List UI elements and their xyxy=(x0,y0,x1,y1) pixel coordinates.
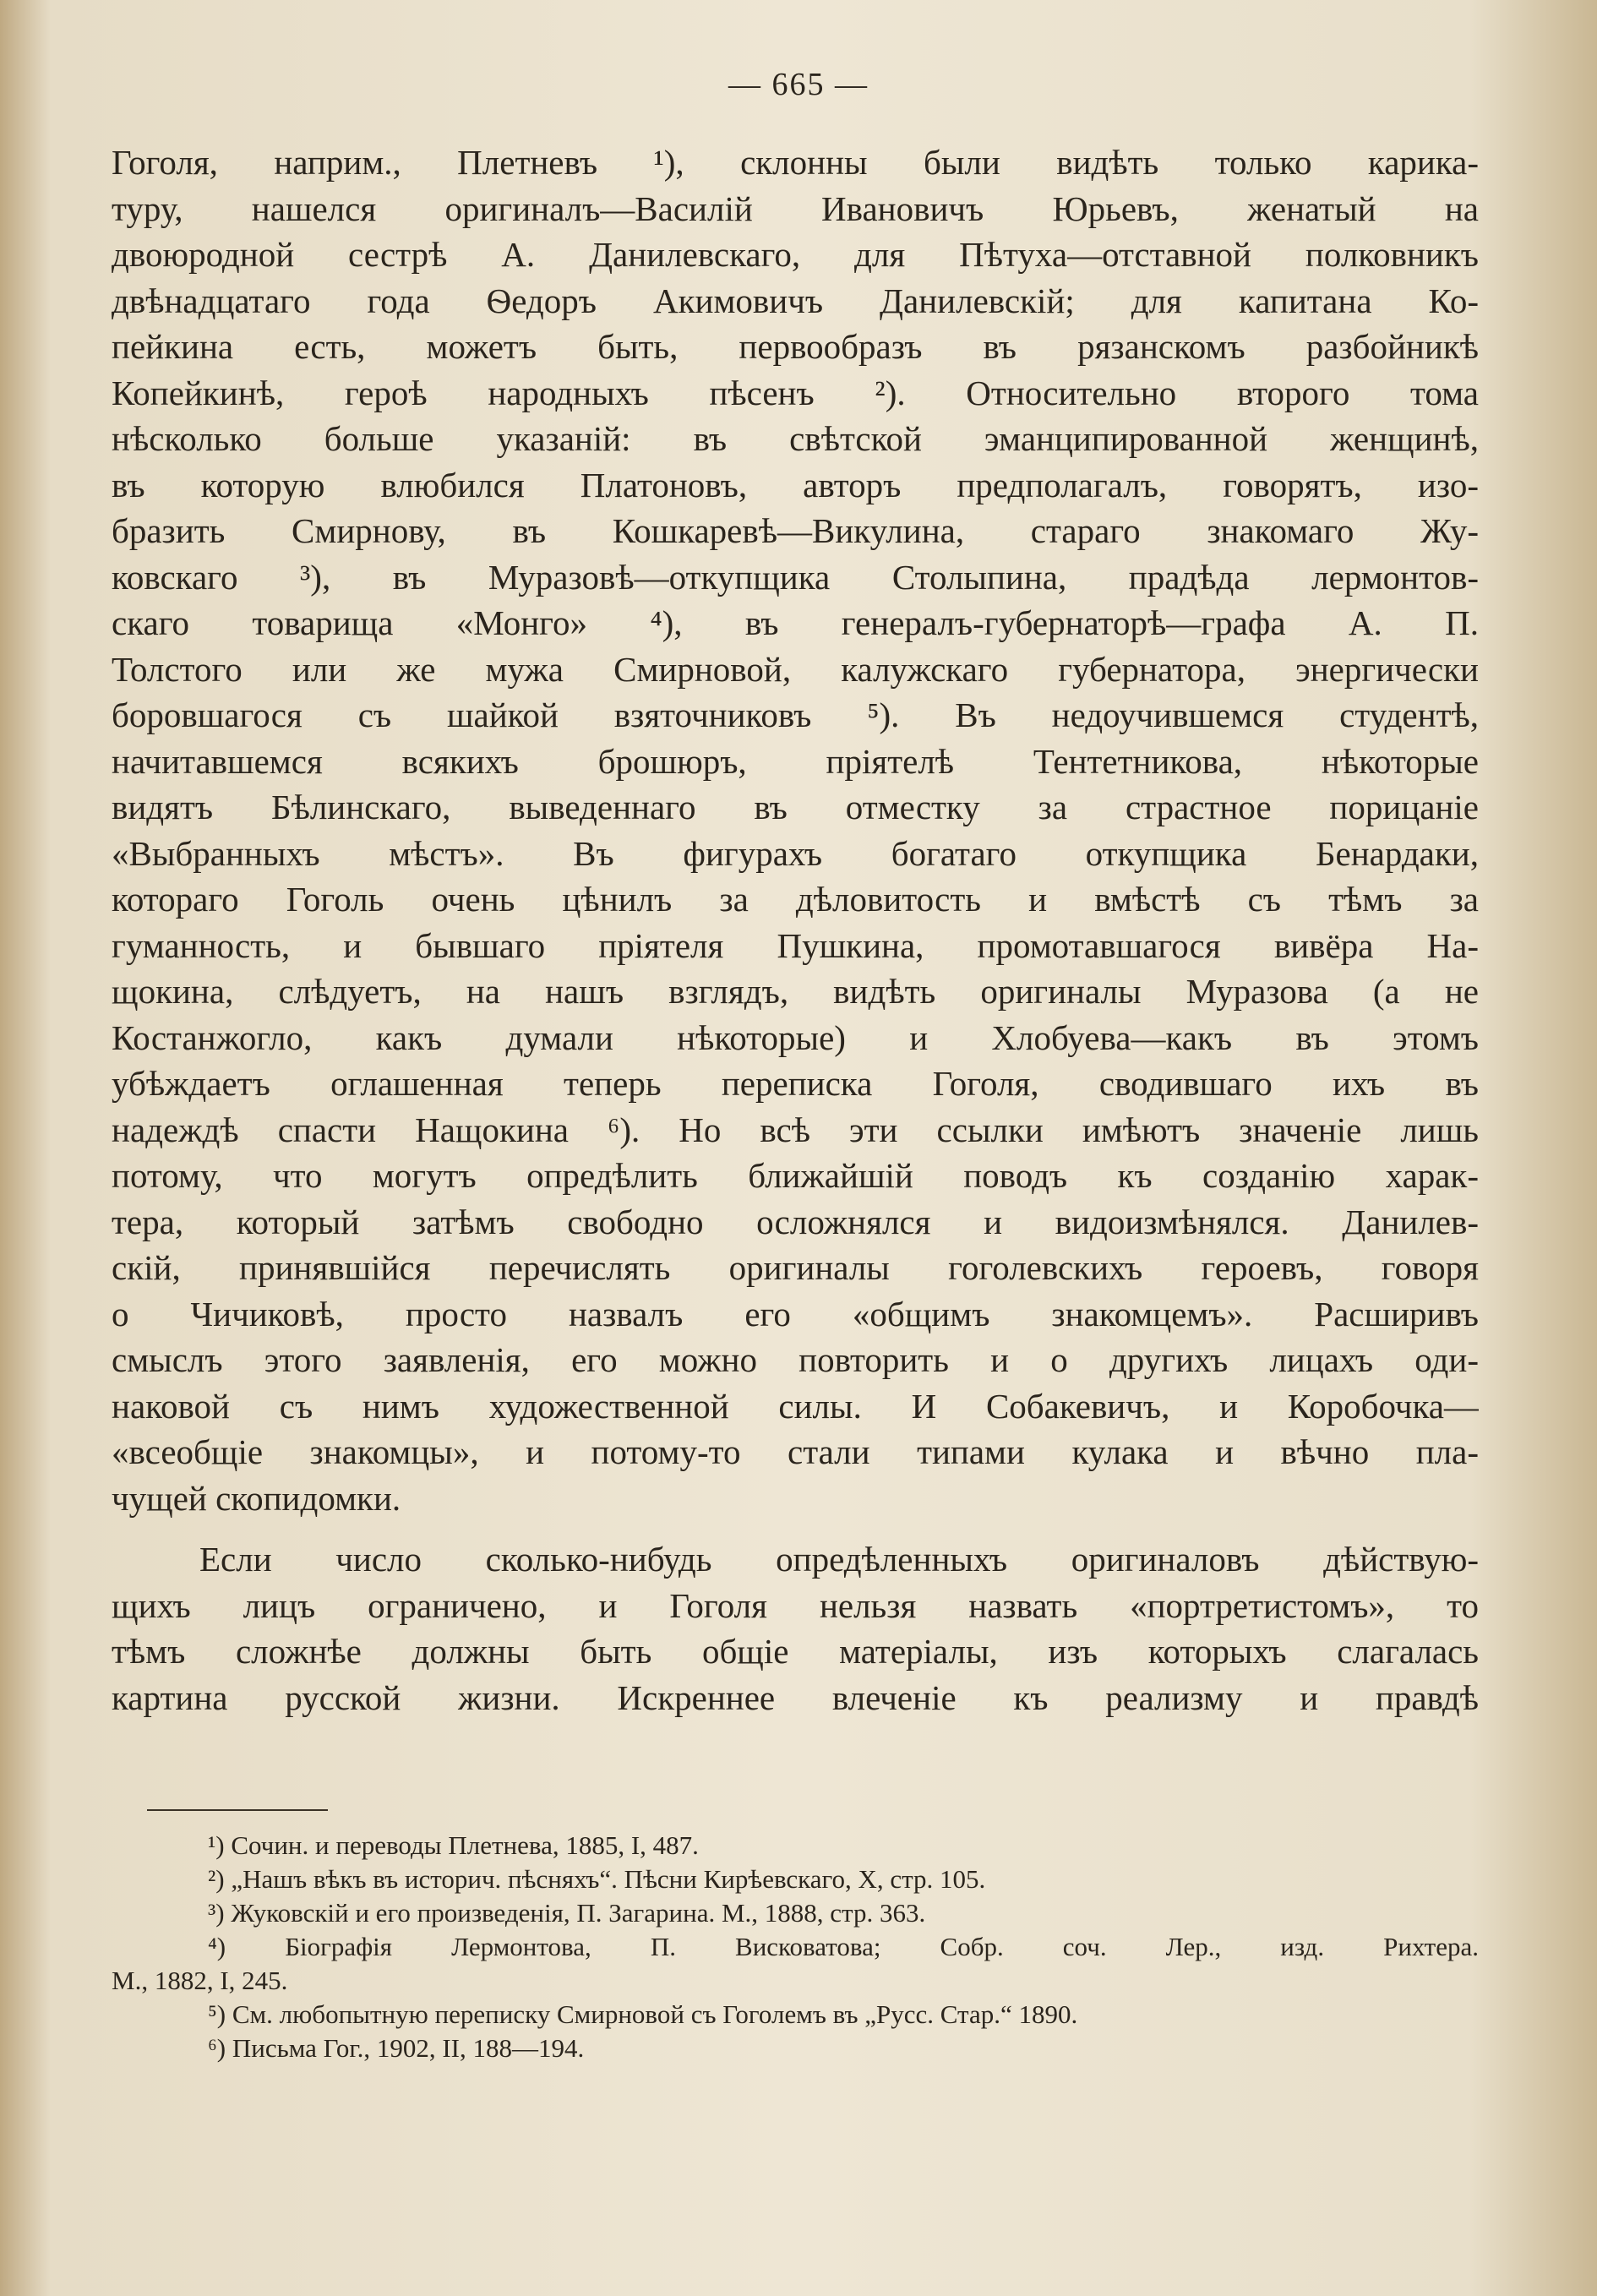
text-line: въ которую влюбился Платоновъ, авторъ предполагалъ, говорятъ, изо- xyxy=(112,465,1479,504)
text-line: двоюродной сестрѣ А. Данилевскаго, для Пѣтуха—отставной полковникъ xyxy=(112,235,1479,274)
text-line: гуманность, и бывшаго пріятеля Пушкина, промотавшагося вивёра На- xyxy=(112,925,1479,965)
text-line: Толстого или же мужа Смирновой, калужскаго губернатора, энергически xyxy=(112,649,1479,689)
paragraph xyxy=(112,1536,1479,1721)
text-line: щихъ лицъ ограничено, и Гоголя нельзя назвать «портретистомъ», то xyxy=(112,1585,1479,1625)
text-line: видятъ Бѣлинскаго, выведеннаго въ отместку за страстное порицаніе xyxy=(112,788,1479,826)
footnote: ⁵) См. любопытную переписку Смирновой съ Гоголемъ въ „Русс. Стар.“ 1890. xyxy=(208,1999,1078,2029)
text-line: начитавшемся всякихъ брошюръ, пріятелѣ Тентетникова, нѣкоторые xyxy=(112,741,1479,781)
text-line: бразить Смирнову, въ Кошкаревѣ—Викулина, стараго знакомаго Жу- xyxy=(112,511,1479,550)
text-line: скаго товарища «Монго» ⁴), въ генералъ-губернаторѣ—графа А. П. xyxy=(112,603,1479,642)
footnote: ⁴) Біографія Лермонтова, П. Висковатова; Собр. соч. Лер., изд. Рихтера. xyxy=(208,1932,1479,1961)
footnote: ³) Жуковскій и его произведенія, П. Загарина. М., 1888, стр. 363. xyxy=(208,1898,926,1928)
text-line: о Чичиковѣ, просто назвалъ его «общимъ знакомцемъ». Расширивъ xyxy=(112,1294,1479,1333)
text-line: «всеобщіе знакомцы», и потому-то стали типами кулака и вѣчно пла- xyxy=(112,1432,1479,1471)
text-line: Если число сколько-нибудь опредѣленныхъ оригиналовъ дѣйствую- xyxy=(199,1540,1479,1579)
text-line: наковой съ нимъ художественной силы. И Собакевичъ, и Коробочка— xyxy=(112,1386,1479,1426)
text-line: боровшагося съ шайкой взяточниковъ ⁵). Въ недоучившемся студентѣ, xyxy=(112,695,1479,734)
text-line: смыслъ этого заявленія, его можно повторить и о другихъ лицахъ оди- xyxy=(112,1340,1479,1379)
page-number: — 665 — xyxy=(728,67,869,102)
footnote: ¹) Сочин. и переводы Плетнева, 1885, I, 487. xyxy=(208,1830,699,1860)
text-line: тера, который затѣмъ свободно осложнялся и видоизмѣнялся. Данилев- xyxy=(112,1202,1479,1241)
footnote-continuation: М., 1882, I, 245. xyxy=(112,1966,288,1995)
text-line: Костанжогло, какъ думали нѣкоторые) и Хлобуева—какъ въ этомъ xyxy=(112,1017,1479,1057)
text-line: нѣсколько больше указаній: въ свѣтской эманципированной женщинѣ, xyxy=(112,419,1479,458)
footnote-separator xyxy=(147,1809,328,1811)
text-line: двѣнадцатаго года Ѳедоръ Акимовичъ Данилевскій; для капитана Ко- xyxy=(112,281,1479,320)
text-line: щокина, слѣдуетъ, на нашъ взглядъ, видѣть оригиналы Муразова (а не xyxy=(112,972,1479,1011)
text-line: Гоголя, наприм., Плетневъ ¹), склонны были видѣть только карика- xyxy=(112,143,1479,182)
text-line: пейкина есть, можетъ быть, первообразъ въ рязанскомъ разбойникѣ xyxy=(112,327,1479,366)
text-line: чущей скопидомки. xyxy=(112,1478,401,1518)
paragraph xyxy=(112,139,1479,1521)
paragraph-gap xyxy=(112,1521,1479,1536)
text-line: надеждѣ спасти Нащокина ⁶). Но всѣ эти ссылки имѣютъ значеніе лишь xyxy=(112,1110,1479,1149)
footnotes xyxy=(112,1829,1479,2065)
text-line: котораго Гоголь очень цѣнилъ за дѣловитость и вмѣстѣ съ тѣмъ за xyxy=(112,880,1479,919)
text-line: картина русской жизни. Искреннее влеченіе къ реализму и правдѣ xyxy=(112,1677,1479,1717)
text-line: потому, что могутъ опредѣлить ближайшій поводъ къ созданію харак- xyxy=(112,1156,1479,1195)
text-line: ковскаго ³), въ Муразовѣ—откупщика Столыпина, прадѣда лермонтов- xyxy=(112,557,1479,597)
text-line: скій, принявшійся перечислять оригиналы гоголевскихъ героевъ, говоря xyxy=(112,1248,1479,1287)
text-line: убѣждаетъ оглашенная теперь переписка Гоголя, сводившаго ихъ въ xyxy=(112,1064,1479,1103)
footnote: ⁶) Письма Гог., 1902, II, 188—194. xyxy=(208,2033,585,2063)
text-line: тѣмъ сложнѣе должны быть общіе матеріалы, изъ которыхъ слагалась xyxy=(112,1632,1479,1671)
text-line: туру, нашелся оригиналъ—Василій Ивановичъ Юрьевъ, женатый на xyxy=(112,188,1479,228)
text-line: Копейкинѣ, героѣ народныхъ пѣсенъ ²). Относительно второго тома xyxy=(112,373,1479,412)
body-text xyxy=(112,139,1479,1721)
footnote: ²) „Нашъ вѣкъ въ историч. пѣсняхъ“. Пѣсни Кирѣевскаго, X, стр. 105. xyxy=(208,1864,986,1894)
text-line: «Выбранныхъ мѣстъ». Въ фигурахъ богатаго откупщика Бенардаки, xyxy=(112,833,1479,873)
